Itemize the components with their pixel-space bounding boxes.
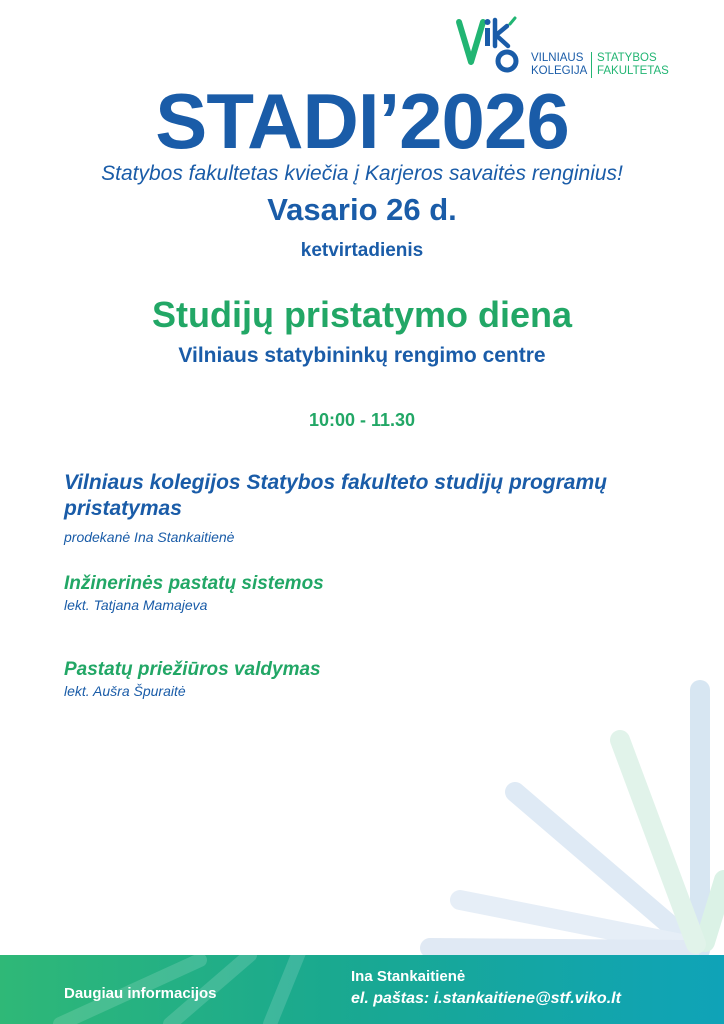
event-weekday: ketvirtadienis (300, 240, 424, 261)
decorative-starburst (400, 680, 724, 955)
logo-dept1: STATYBOS (597, 52, 657, 64)
logo-dept2: FAKULTETAS (597, 65, 669, 77)
more-info-label: Daugiau informacijos (64, 985, 217, 1002)
event-venue: Vilniaus statybininkų rengimo centre (178, 344, 546, 367)
event-name: Studijų pristatymo diena (151, 294, 573, 335)
logo-line2: KOLEGIJA (531, 65, 588, 77)
viko-logo-mark (455, 14, 525, 84)
program-item-title-1: Vilniaus kolegijos Statybos fakulteto studijų programų pristatymas (64, 471, 607, 520)
logo-separator (591, 52, 592, 78)
program-item-speaker-2: lekt. Tatjana Mamajeva (64, 597, 208, 613)
logo-faculty (597, 52, 669, 78)
program-item-title-3: Pastatų priežiūros valdymas (64, 659, 321, 680)
invitation-subtitle: Statybos fakultetas kviečia į Karjeros savaitės renginius! (101, 162, 623, 185)
logo-institution (531, 52, 587, 78)
program-item-speaker-1: prodekanė Ina Stankaitienė (64, 529, 235, 545)
footer-bar (0, 955, 724, 1024)
event-time: 10:00 - 11.30 (308, 410, 416, 430)
contact-name: Ina Stankaitienė (351, 968, 466, 985)
event-date: Vasario 26 d. (267, 192, 457, 227)
viko-logo (455, 14, 685, 84)
logo-line1: VILNIAUS (531, 52, 584, 64)
program-item-speaker-3: lekt. Aušra Špuraitė (64, 683, 186, 699)
page-title: STADI’2026 (155, 77, 569, 165)
contact-email[interactable]: el. paštas: i.stankaitiene@stf.viko.lt (351, 990, 621, 1007)
program-item-title-2: Inžinerinės pastatų sistemos (64, 573, 324, 594)
